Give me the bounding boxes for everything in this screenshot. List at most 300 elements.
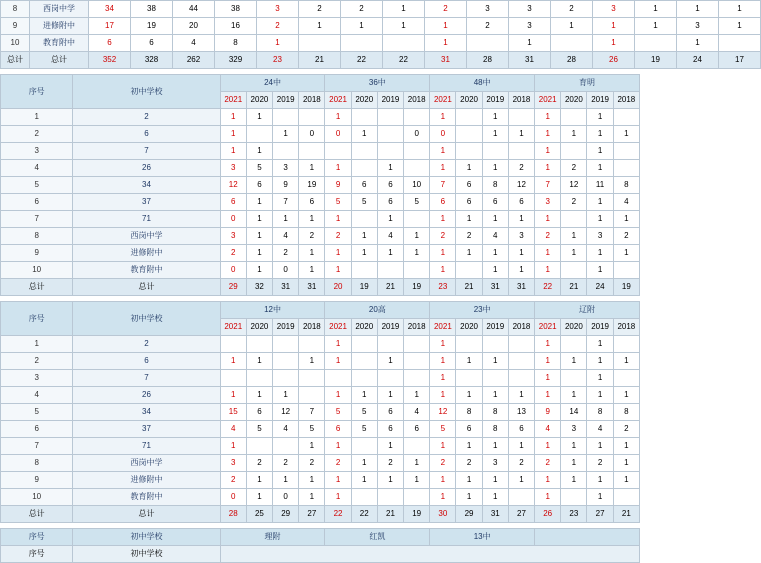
cell-value: 0 [430,126,456,143]
cell-value [273,143,299,160]
row-school: 进修附中 [73,245,220,262]
cell-value [613,262,639,279]
cell-value: 3 [509,1,551,18]
year-header: 2018 [404,319,430,336]
row-index: 9 [1,245,73,262]
cell-value: 4 [173,35,215,52]
cell-value: 4 [220,421,246,438]
cell-value: 5 [404,194,430,211]
cell-value: 19 [131,18,173,35]
cell-value: 31 [273,279,299,296]
row-school: 7 [73,370,220,387]
table-block-2 [0,301,640,523]
cell-value: 1 [677,35,719,52]
row-school: 教育附中 [30,35,89,52]
row-index: 1 [1,336,73,353]
cell-value: 9 [535,404,561,421]
year-header: 2021 [220,319,246,336]
cell-value: 1 [456,489,482,506]
cell-value [508,336,534,353]
table-row [1,262,640,279]
cell-value: 1 [677,1,719,18]
cell-value: 6 [377,177,403,194]
year-header: 2019 [587,92,613,109]
cell-value: 1 [635,18,677,35]
cell-value: 3 [535,194,561,211]
cell-value: 0 [404,126,430,143]
row-school: 34 [73,177,220,194]
cell-value: 1 [593,18,635,35]
cell-value [613,143,639,160]
cell-value: 2 [299,1,341,18]
cell-value: 31 [425,52,467,69]
row-school: 2 [73,109,220,126]
table-row [1,35,761,52]
cell-value: 1 [299,211,325,228]
cell-value: 1 [535,336,561,353]
cell-value: 3 [257,1,299,18]
header-index: 序号 [1,529,73,546]
cell-value [351,143,377,160]
cell-value: 1 [351,245,377,262]
cell-value: 1 [508,472,534,489]
cell-value: 1 [273,472,299,489]
row-school: 2 [73,336,220,353]
cell-value: 0 [273,489,299,506]
cell-value: 1 [430,353,456,370]
table-row [1,421,640,438]
header-index: 序号 [1,75,73,109]
cell-value: 2 [425,1,467,18]
cell-value: 1 [430,109,456,126]
cell-value: 0 [273,262,299,279]
cell-value: 1 [377,353,403,370]
cell-value: 1 [613,211,639,228]
row-index: 5 [1,404,73,421]
row-index: 8 [1,1,30,18]
cell-value: 1 [325,211,351,228]
cell-value [299,109,325,126]
cell-value: 21 [613,506,639,523]
table-block-1 [0,74,640,296]
cell-value: 1 [613,126,639,143]
row-index: 6 [1,194,73,211]
cell-value: 1 [377,438,403,455]
cell-value [404,489,430,506]
header-index: 序号 [1,302,73,336]
cell-value: 1 [220,438,246,455]
cell-value: 1 [587,211,613,228]
group-header-3: 13中 [430,529,535,546]
cell-value [456,143,482,160]
cell-value: 1 [535,387,561,404]
cell-value: 6 [325,421,351,438]
table-row [1,370,640,387]
cell-value: 31 [508,279,534,296]
table-row [1,18,761,35]
row-school: 6 [73,126,220,143]
cell-value: 1 [593,35,635,52]
cell-value: 38 [131,1,173,18]
cell-value [377,143,403,160]
cell-value: 1 [482,438,508,455]
cell-value: 5 [351,194,377,211]
top-partial-body [1,1,761,69]
cell-value: 1 [351,472,377,489]
cell-value [613,489,639,506]
cell-value: 8 [482,404,508,421]
year-header: 2018 [299,319,325,336]
cell-value: 4 [273,421,299,438]
year-header: 2021 [220,92,246,109]
cell-value [561,336,587,353]
cell-value: 1 [220,126,246,143]
row-school: 71 [73,438,220,455]
cell-value: 1 [613,455,639,472]
table-row [1,353,640,370]
cell-value [404,370,430,387]
cell-value: 1 [482,353,508,370]
cell-value: 5 [246,421,272,438]
cell-value [467,35,509,52]
cell-value: 1 [351,387,377,404]
cell-value [508,489,534,506]
cell-value: 1 [561,353,587,370]
row-index: 总计 [1,506,73,523]
cell-value: 32 [246,279,272,296]
cell-value: 1 [456,472,482,489]
cell-value: 4 [587,421,613,438]
cell-value: 1 [246,194,272,211]
cell-value [482,336,508,353]
cell-value: 2 [467,18,509,35]
cell-value: 1 [587,160,613,177]
cell-value: 19 [613,279,639,296]
row-school: 37 [73,194,220,211]
cell-value: 22 [535,279,561,296]
cell-value [613,160,639,177]
cell-value: 5 [325,194,351,211]
cell-value: 1 [635,1,677,18]
year-header: 2021 [535,92,561,109]
cell-value: 1 [535,160,561,177]
cell-value: 8 [215,35,257,52]
cell-value: 1 [325,472,351,489]
cell-value: 8 [482,421,508,438]
cell-value: 2 [257,18,299,35]
cell-value: 1 [456,353,482,370]
cell-value: 5 [351,421,377,438]
cell-value: 1 [456,438,482,455]
cell-value: 1 [430,489,456,506]
year-header: 2019 [587,319,613,336]
cell-value: 4 [535,421,561,438]
cell-value: 24 [587,279,613,296]
cell-value [299,336,325,353]
cell-value: 1 [246,245,272,262]
cell-value: 1 [535,211,561,228]
cell-value: 4 [613,194,639,211]
cell-value: 8 [456,404,482,421]
cell-value [456,370,482,387]
cell-value: 1 [587,353,613,370]
table-row-total [1,506,640,523]
cell-value: 3 [273,160,299,177]
cell-value: 1 [404,472,430,489]
header-school-2: 初中学校 [73,546,220,563]
table-row [1,1,761,18]
cell-value: 1 [299,262,325,279]
cell-value: 6 [508,421,534,438]
cell-value: 0 [325,126,351,143]
year-header: 2020 [246,92,272,109]
cell-value: 1 [430,160,456,177]
cell-value [273,438,299,455]
row-index: 10 [1,489,73,506]
year-header: 2018 [613,319,639,336]
cell-value: 31 [482,506,508,523]
table-row [1,194,640,211]
cell-value: 29 [273,506,299,523]
cell-value: 1 [613,472,639,489]
cell-value [351,438,377,455]
cell-value: 5 [325,404,351,421]
year-header: 2020 [351,92,377,109]
cell-value: 1 [719,1,761,18]
cell-value [377,336,403,353]
year-header: 2020 [561,319,587,336]
cell-value [273,353,299,370]
cell-value: 14 [561,404,587,421]
table-row [1,472,640,489]
cell-value: 1 [535,143,561,160]
cell-value: 2 [535,228,561,245]
cell-value: 1 [482,489,508,506]
cell-value: 19 [351,279,377,296]
cell-value: 8 [613,404,639,421]
cell-value: 2 [561,160,587,177]
cell-value [719,35,761,52]
cell-value: 1 [535,262,561,279]
cell-value: 27 [587,506,613,523]
year-header: 2018 [404,92,430,109]
block-year-row [1,546,640,563]
cell-value: 5 [246,160,272,177]
year-header: 2021 [535,319,561,336]
cell-value [351,370,377,387]
cell-value: 2 [377,455,403,472]
cell-value [508,353,534,370]
cell-value: 328 [131,52,173,69]
cell-value: 1 [299,353,325,370]
table-row [1,228,640,245]
cell-value: 1 [482,387,508,404]
cell-value: 1 [273,387,299,404]
cell-value: 6 [456,194,482,211]
block-3-truncated [220,546,639,563]
cell-value: 1 [561,455,587,472]
row-index: 总计 [1,52,30,69]
cell-value: 7 [535,177,561,194]
cell-value [404,438,430,455]
cell-value: 20 [325,279,351,296]
cell-value: 2 [561,194,587,211]
cell-value: 1 [587,262,613,279]
cell-value: 6 [131,35,173,52]
group-header-1: 理附 [220,529,325,546]
cell-value: 31 [482,279,508,296]
cell-value: 1 [325,245,351,262]
table-row [1,109,640,126]
year-header: 2018 [299,92,325,109]
cell-value: 1 [246,109,272,126]
group-header-3: 23中 [430,302,535,319]
cell-value: 1 [257,35,299,52]
cell-value: 2 [535,455,561,472]
cell-value: 2 [456,228,482,245]
cell-value: 4 [482,228,508,245]
cell-value: 1 [587,109,613,126]
cell-value: 1 [482,245,508,262]
cell-value: 1 [535,370,561,387]
cell-value: 7 [273,194,299,211]
cell-value: 1 [587,387,613,404]
cell-value: 29 [456,506,482,523]
cell-value: 1 [508,245,534,262]
cell-value: 1 [425,35,467,52]
cell-value: 38 [215,1,257,18]
cell-value: 1 [246,353,272,370]
block-2-body [1,302,640,523]
cell-value: 3 [467,1,509,18]
table-row [1,387,640,404]
cell-value: 3 [587,228,613,245]
row-school: 总计 [30,52,89,69]
cell-value: 1 [508,438,534,455]
cell-value: 23 [561,506,587,523]
group-header-1: 12中 [220,302,325,319]
group-header-3: 48中 [430,75,535,92]
row-index: 4 [1,387,73,404]
cell-value [561,211,587,228]
cell-value [351,489,377,506]
row-school: 教育附中 [73,489,220,506]
cell-value: 1 [535,245,561,262]
cell-value: 1 [456,211,482,228]
cell-value: 1 [351,228,377,245]
cell-value: 1 [587,336,613,353]
cell-value: 6 [377,404,403,421]
cell-value: 1 [220,143,246,160]
cell-value: 2 [273,245,299,262]
cell-value: 352 [89,52,131,69]
cell-value: 329 [215,52,257,69]
cell-value [404,109,430,126]
cell-value [377,109,403,126]
cell-value: 2 [587,455,613,472]
cell-value: 21 [377,279,403,296]
row-index: 5 [1,177,73,194]
header-school: 初中学校 [73,75,220,109]
cell-value: 2 [299,228,325,245]
table-row [1,438,640,455]
table-block-3 [0,528,640,563]
cell-value: 1 [430,211,456,228]
cell-value: 1 [430,245,456,262]
cell-value: 1 [561,245,587,262]
cell-value: 9 [273,177,299,194]
cell-value: 3 [482,455,508,472]
cell-value: 1 [246,387,272,404]
year-header: 2019 [482,92,508,109]
cell-value [299,143,325,160]
cell-value: 28 [467,52,509,69]
cell-value [273,109,299,126]
row-school: 西岗中学 [73,228,220,245]
cell-value: 6 [89,35,131,52]
table-top-partial [0,0,761,69]
year-header: 2019 [377,92,403,109]
cell-value: 28 [551,52,593,69]
cell-value: 1 [246,143,272,160]
cell-value: 1 [325,109,351,126]
row-school: 西岗中学 [30,1,89,18]
cell-value [482,143,508,160]
cell-value [456,109,482,126]
row-school: 总计 [73,506,220,523]
cell-value: 3 [220,228,246,245]
cell-value: 1 [535,472,561,489]
cell-value [613,370,639,387]
cell-value: 1 [482,472,508,489]
cell-value: 1 [508,387,534,404]
group-header-4 [535,529,640,546]
year-header: 2021 [325,92,351,109]
row-index: 2 [1,126,73,143]
group-header-4: 辽附 [535,302,640,319]
cell-value: 1 [587,489,613,506]
cell-value: 1 [482,211,508,228]
cell-value: 3 [220,160,246,177]
cell-value: 1 [587,438,613,455]
cell-value: 1 [377,472,403,489]
table-row [1,177,640,194]
cell-value: 21 [299,52,341,69]
year-header: 2019 [273,92,299,109]
cell-value: 19 [404,506,430,523]
cell-value: 17 [719,52,761,69]
table-row-total [1,52,761,69]
cell-value: 1 [482,109,508,126]
cell-value [613,109,639,126]
cell-value: 1 [561,387,587,404]
table-row [1,143,640,160]
row-school: 西岗中学 [73,455,220,472]
header-index-2: 序号 [1,546,73,563]
cell-value: 31 [509,52,551,69]
row-index: 10 [1,262,73,279]
year-header: 2020 [246,319,272,336]
cell-value: 26 [593,52,635,69]
row-index: 2 [1,353,73,370]
cell-value: 0 [220,489,246,506]
cell-value: 3 [508,228,534,245]
cell-value: 1 [719,18,761,35]
cell-value [404,262,430,279]
row-school: 6 [73,353,220,370]
cell-value: 2 [551,1,593,18]
cell-value: 2 [508,455,534,472]
